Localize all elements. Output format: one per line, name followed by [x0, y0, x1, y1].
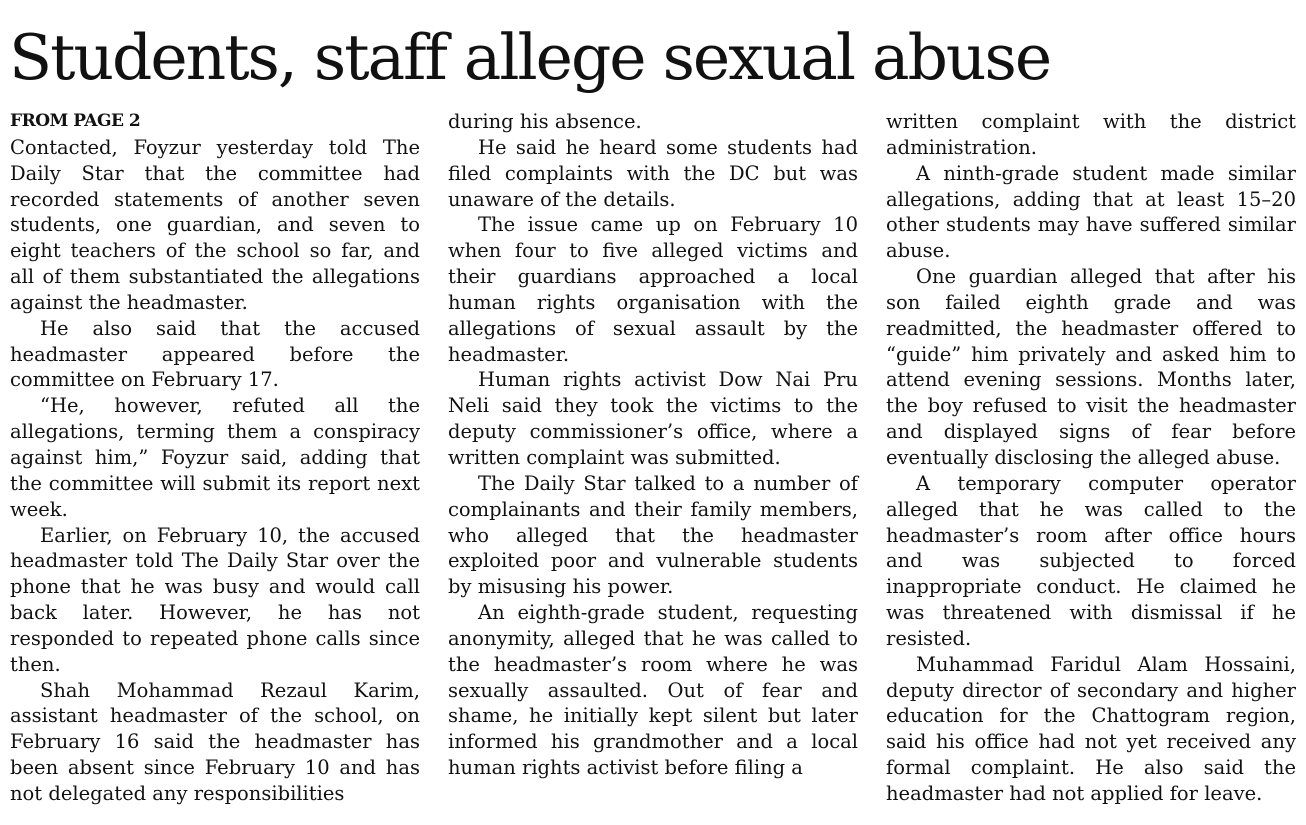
paragraph: Shah Mohammad Rezaul Karim, assistant headmaster of the school, on February 16 said the headmaster has been absent since February 10 and has not delegated any responsibilities	[10, 678, 420, 805]
paragraph: The issue came up on February 10 when four to five alleged victims and their guardians approached a local human rights organisation with the allegations of sexual assault by the headmaster.	[448, 213, 858, 366]
continuation-kicker: FROM PAGE 2	[10, 111, 141, 131]
paragraph: The Daily Star talked to a number of complainants and their family members, who alleged that the headmaster exploited poor and vulnerable students by misusing his power.	[448, 471, 858, 599]
paragraph: Contacted, Foyzur yesterday told The Daily Star that the committee had recorded statements of another seven students, one guardian, and seven to eight teachers of the school so far, and all of them substantiated the allegations against the headmaster.	[10, 135, 420, 314]
paragraph: An eighth-grade student, requesting anonymity, alleged that he was called to the headmaster’s room where he was sexually assaulted. Out of fear and shame, he initially kept silent but later informed his grandmother and a local human rights activist before filing a	[448, 601, 858, 780]
headline: Students, staff allege sexual abuse	[9, 21, 1051, 94]
paragraph: A ninth-grade student made similar allegations, adding that at least 15–20 other students may have suffered similar abuse.	[886, 161, 1296, 263]
paragraph: Muhammad Faridul Alam Hossaini, deputy director of secondary and higher education for the Chattogram region, said his office had not yet received any formal complaint. He also said the headmaster had not applied for leave.	[886, 652, 1296, 805]
paragraph: written complaint with the district administration.	[886, 110, 1296, 159]
article-column-1	[10, 109, 420, 807]
paragraph: during his absence.	[448, 110, 642, 133]
paragraph: A temporary computer operator alleged that he was called to the headmaster’s room after office hours and was subjected to forced inappropriate conduct. He claimed he was threatened with dismissal if he resisted.	[886, 471, 1296, 650]
paragraph: Earlier, on February 10, the accused headmaster told The Daily Star over the phone that he was busy and would call back later. However, he has not responded to repeated phone calls since then.	[10, 523, 420, 676]
paragraph: Human rights activist Dow Nai Pru Neli said they took the victims to the deputy commissioner’s office, where a written complaint was submitted.	[448, 368, 858, 469]
article-column-2	[448, 109, 858, 781]
article-column-3	[886, 109, 1296, 807]
paragraph: He said he heard some students had filed complaints with the DC but was unaware of the details.	[448, 135, 858, 211]
paragraph: “He, however, refuted all the allegations, terming them a conspiracy against him,” Foyzur said, adding that the committee will submit its report next week.	[10, 394, 420, 521]
paragraph: He also said that the accused headmaster appeared before the committee on February 17.	[10, 316, 420, 392]
paragraph: One guardian alleged that after his son failed eighth grade and was readmitted, the headmaster offered to “guide” him privately and asked him to attend evening sessions. Months later, the boy refused to visit the headmaster and displayed signs of fear before eventually disclosing the alleged abuse.	[886, 265, 1296, 469]
